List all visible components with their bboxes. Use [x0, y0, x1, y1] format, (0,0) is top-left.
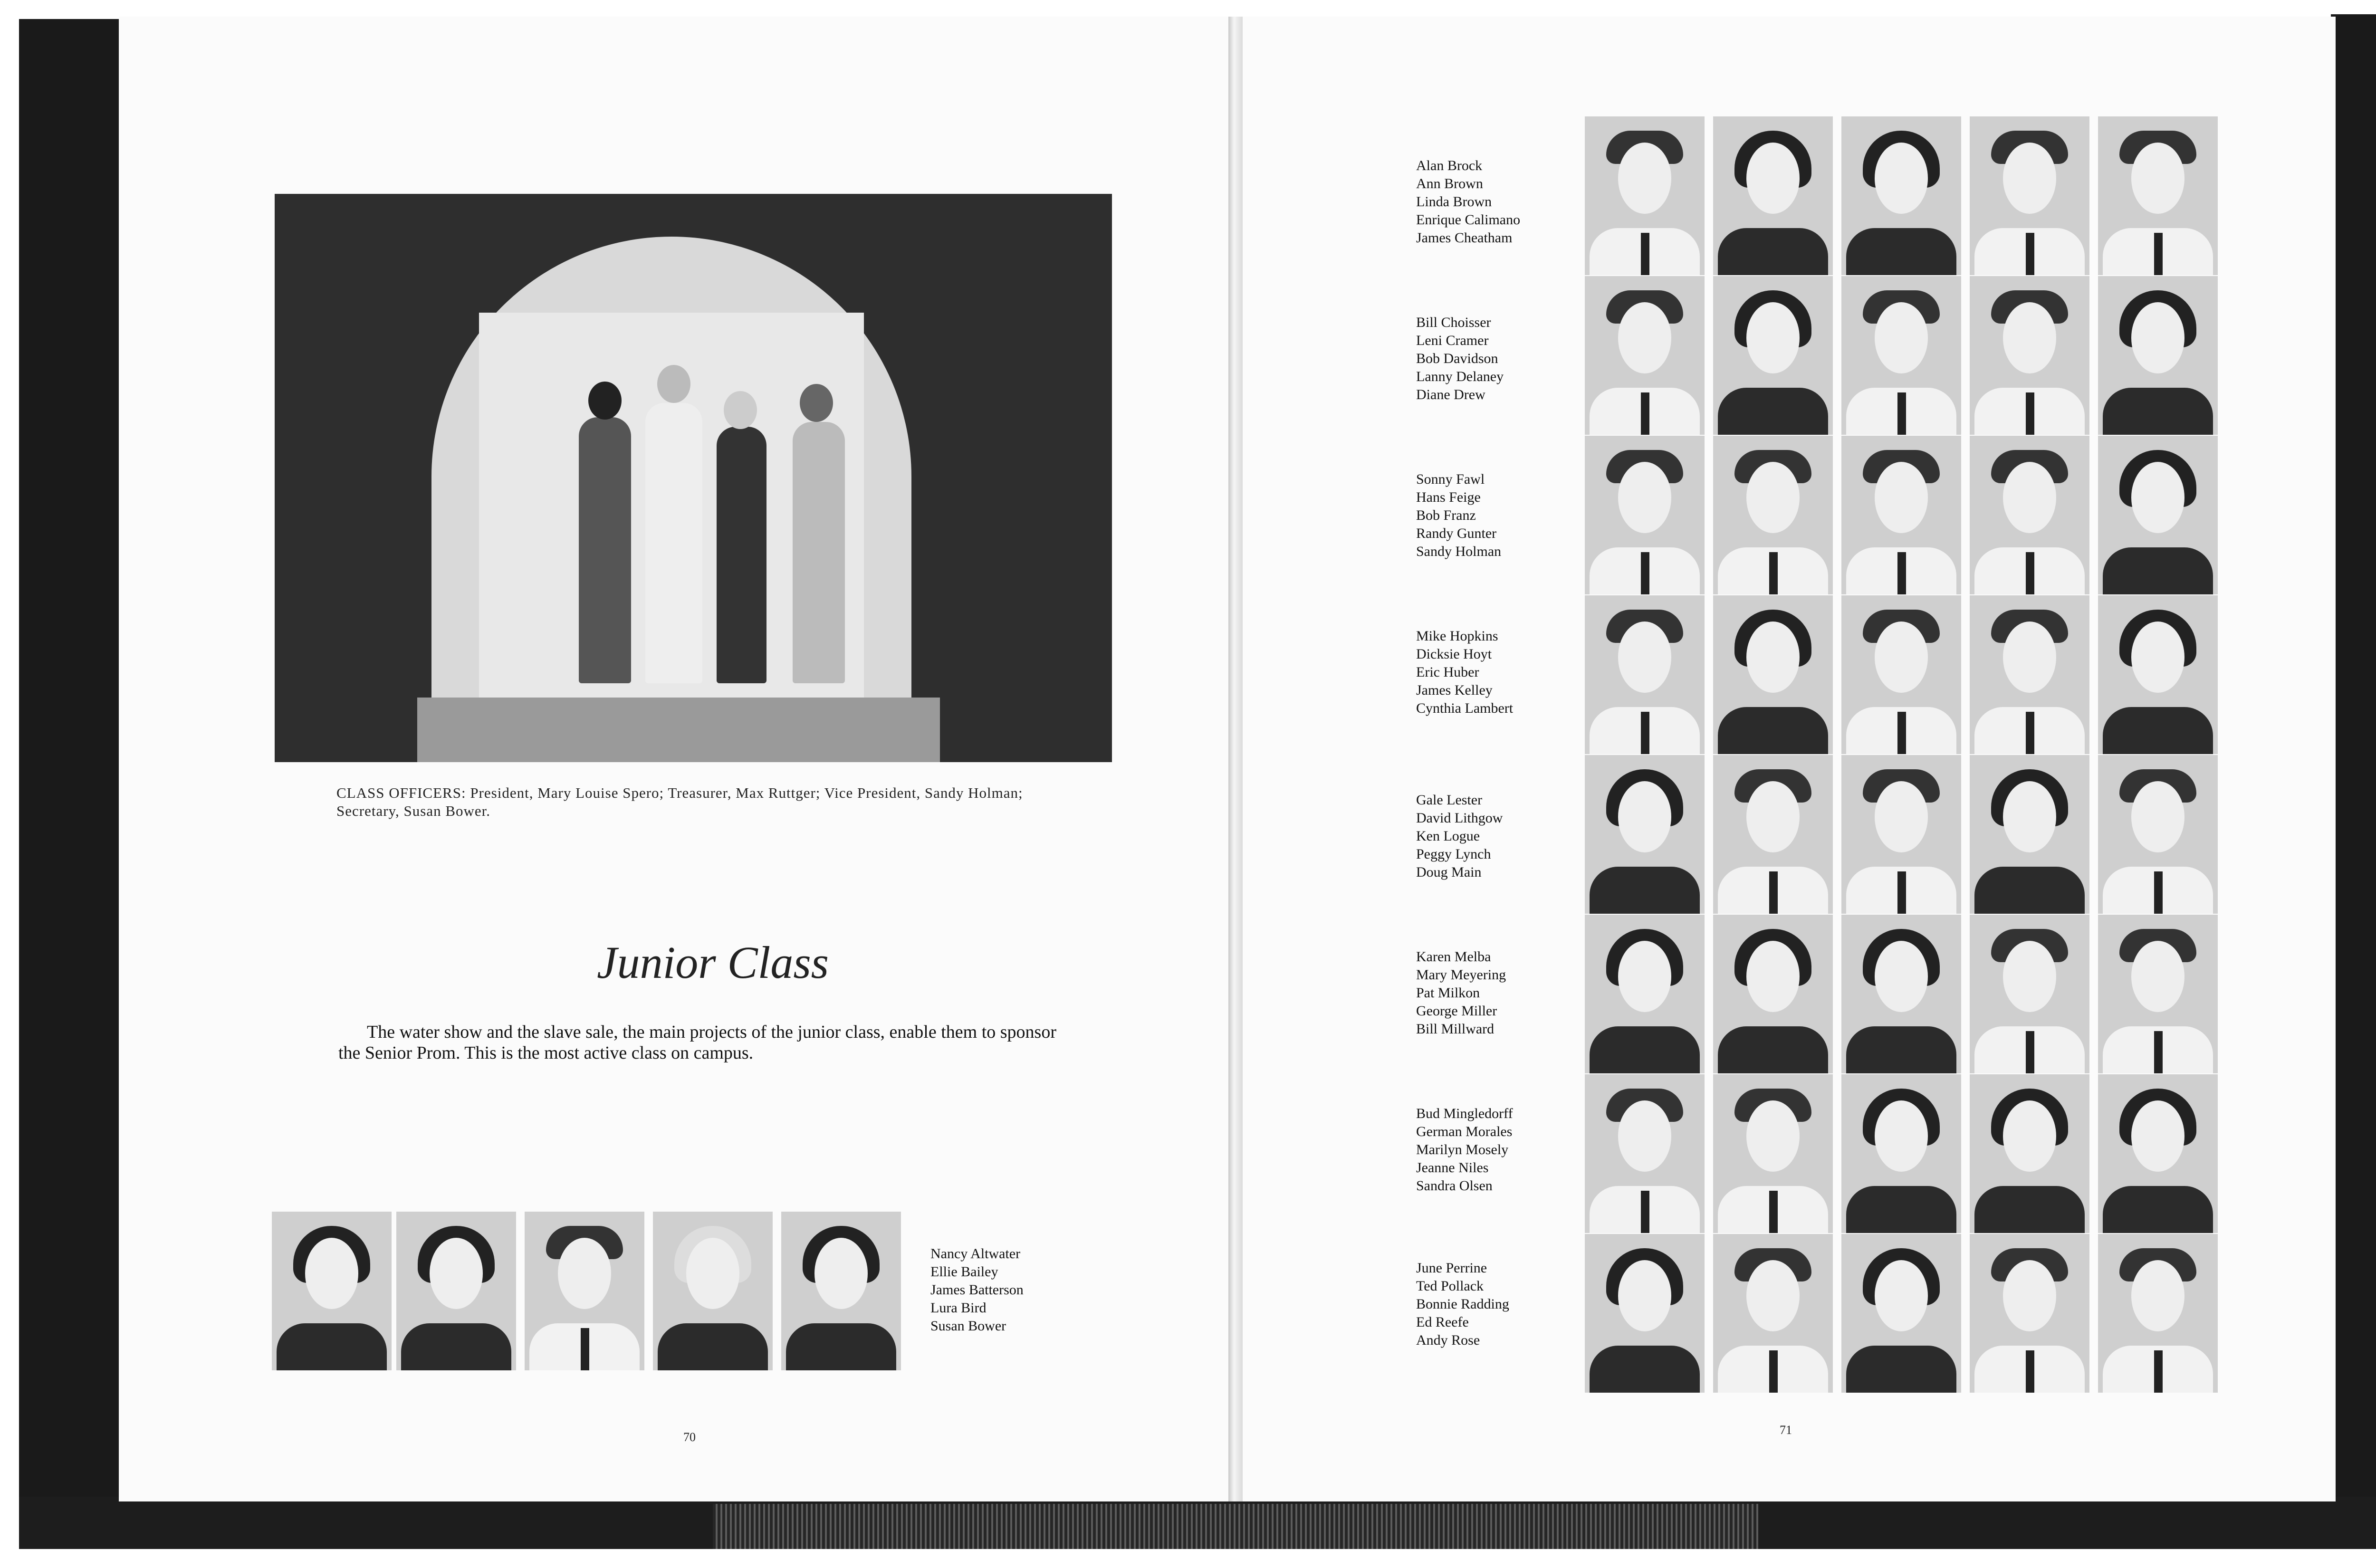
student-portrait — [1713, 276, 1833, 435]
name-list-row-5 — [1416, 791, 1503, 881]
student-portrait — [2098, 595, 2218, 754]
class-description: The water show and the slave sale, the main projects of the junior class, enable them to sponsor the Senior Prom. This is the most active class on campus. — [338, 1022, 1056, 1063]
student-name: Hans Feige — [1416, 489, 1481, 505]
student-portrait — [1841, 276, 1961, 435]
page-number-right: 71 — [1780, 1423, 1792, 1437]
officer-head — [800, 384, 833, 422]
student-name: Andy Rose — [1416, 1332, 1480, 1348]
student-name: Enrique Calimano — [1416, 212, 1521, 228]
student-portrait — [1970, 436, 2089, 594]
name-list-row-1 — [1416, 157, 1520, 247]
student-portrait — [1970, 755, 2089, 914]
student-portrait — [1841, 915, 1961, 1073]
student-portrait — [525, 1212, 644, 1370]
student-name: Cynthia Lambert — [1416, 700, 1514, 716]
student-portrait — [653, 1212, 773, 1370]
student-name: Mike Hopkins — [1416, 628, 1498, 644]
student-name: Ann Brown — [1416, 176, 1483, 191]
student-name: James Batterson — [930, 1282, 1024, 1298]
student-portrait — [1713, 595, 1833, 754]
student-name: Sonny Fawl — [1416, 471, 1485, 487]
student-portrait — [1713, 436, 1833, 594]
student-portrait — [272, 1212, 392, 1370]
student-portrait — [1713, 915, 1833, 1073]
student-portrait — [1585, 1074, 1705, 1233]
student-portrait — [2098, 755, 2218, 914]
student-portrait — [1970, 116, 2089, 275]
student-name: Sandra Olsen — [1416, 1178, 1493, 1194]
student-name: Leni Cramer — [1416, 333, 1489, 348]
student-portrait — [1713, 116, 1833, 275]
student-name: Doug Main — [1416, 864, 1482, 880]
student-name: Marilyn Mosely — [1416, 1142, 1509, 1157]
officer-figure — [645, 403, 702, 683]
student-name: Ken Logue — [1416, 828, 1480, 844]
student-portrait — [1585, 116, 1705, 275]
student-name: David Lithgow — [1416, 810, 1503, 826]
student-portrait — [1970, 1234, 2089, 1393]
officer-head — [588, 382, 622, 420]
student-portrait — [2098, 915, 2218, 1073]
student-portrait — [1585, 276, 1705, 435]
name-list-row-2 — [1416, 314, 1504, 404]
name-list-row-3 — [1416, 470, 1501, 561]
student-name: Bud Mingledorff — [1416, 1106, 1513, 1121]
student-name: Dicksie Hoyt — [1416, 646, 1492, 662]
page-number-left: 70 — [683, 1430, 696, 1444]
student-name: Bob Franz — [1416, 507, 1476, 523]
student-portrait — [396, 1212, 516, 1370]
student-name: James Cheatham — [1416, 230, 1513, 246]
student-portrait — [1713, 755, 1833, 914]
name-list-row-7 — [1416, 1105, 1513, 1195]
student-name: German Morales — [1416, 1124, 1513, 1139]
student-name: Linda Brown — [1416, 194, 1492, 210]
student-portrait — [1585, 755, 1705, 914]
student-portrait — [781, 1212, 901, 1370]
student-name: June Perrine — [1416, 1260, 1487, 1276]
student-name: Jeanne Niles — [1416, 1160, 1489, 1176]
left-name-list — [930, 1245, 1024, 1335]
name-list-row-8 — [1416, 1259, 1509, 1349]
student-portrait — [2098, 116, 2218, 275]
student-portrait — [1841, 436, 1961, 594]
student-name: Bill Millward — [1416, 1021, 1495, 1037]
photo-caption: CLASS OFFICERS: President, Mary Louise Spero; Treasurer, Max Ruttger; Vice President, Sandy Holman; Secretary, Susan Bower. — [336, 784, 1023, 819]
student-name: Peggy Lynch — [1416, 846, 1491, 862]
class-officers-photo — [275, 194, 1112, 762]
student-name: George Miller — [1416, 1003, 1497, 1019]
student-portrait — [1841, 595, 1961, 754]
student-portrait — [2098, 1074, 2218, 1233]
student-name: Lura Bird — [930, 1300, 987, 1316]
student-portrait — [1585, 1234, 1705, 1393]
student-name: Bonnie Radding — [1416, 1296, 1509, 1312]
student-name: Ellie Bailey — [930, 1264, 998, 1280]
student-name: Susan Bower — [930, 1318, 1006, 1334]
section-title: Junior Class — [596, 937, 829, 988]
student-name: Gale Lester — [1416, 792, 1483, 808]
student-portrait — [2098, 1234, 2218, 1393]
officer-figure — [717, 427, 766, 683]
student-portrait — [1841, 755, 1961, 914]
student-portrait — [1970, 595, 2089, 754]
student-portrait — [1713, 1074, 1833, 1233]
student-name: Diane Drew — [1416, 387, 1485, 402]
student-portrait — [1585, 436, 1705, 594]
student-name: Nancy Altwater — [930, 1246, 1021, 1262]
scanner-bed — [713, 1504, 1758, 1549]
book-cover-left — [19, 19, 128, 1544]
officer-head — [724, 391, 757, 429]
name-list-row-6 — [1416, 948, 1506, 1038]
student-portrait — [1970, 276, 2089, 435]
porch-step — [417, 698, 940, 762]
student-portrait — [1841, 1234, 1961, 1393]
student-portrait — [1841, 1074, 1961, 1233]
name-list-row-4 — [1416, 627, 1513, 717]
student-name: Pat Milkon — [1416, 985, 1480, 1001]
student-portrait — [1841, 116, 1961, 275]
student-portrait — [1585, 595, 1705, 754]
officer-figure — [579, 417, 631, 683]
student-name: Randy Gunter — [1416, 526, 1497, 541]
student-portrait — [2098, 436, 2218, 594]
officer-figure — [793, 422, 845, 683]
student-portrait — [2098, 276, 2218, 435]
student-name: Sandy Holman — [1416, 544, 1502, 559]
student-portrait — [1970, 1074, 2089, 1233]
student-name: Bob Davidson — [1416, 351, 1498, 366]
student-name: Mary Meyering — [1416, 967, 1506, 983]
student-name: Alan Brock — [1416, 158, 1483, 173]
student-portrait — [1713, 1234, 1833, 1393]
student-name: Bill Choisser — [1416, 315, 1491, 330]
officer-head — [657, 365, 690, 403]
book-cover-right — [2331, 14, 2376, 1549]
student-name: Karen Melba — [1416, 949, 1491, 965]
student-name: Ted Pollack — [1416, 1278, 1484, 1294]
student-portrait — [1585, 915, 1705, 1073]
book-gutter — [1228, 17, 1243, 1501]
student-name: Ed Reefe — [1416, 1314, 1469, 1330]
student-name: Lanny Delaney — [1416, 369, 1504, 384]
student-name: James Kelley — [1416, 682, 1493, 698]
student-portrait — [1970, 915, 2089, 1073]
student-name: Eric Huber — [1416, 664, 1479, 680]
